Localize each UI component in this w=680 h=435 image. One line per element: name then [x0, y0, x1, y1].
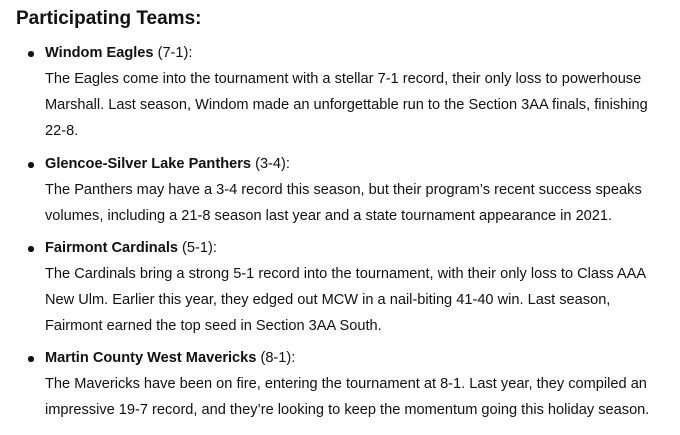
- team-description-line: The Eagles come into the tournament with a stellar 7-1 record, their only loss to powerhouse: [45, 71, 642, 87]
- team-name: Martin County West Mavericks: [45, 350, 257, 366]
- team-record: (8-1):: [256, 350, 296, 366]
- team-description-line: The Panthers may have a 3-4 record this season, but their program’s recent success speaks: [45, 182, 642, 198]
- team-description-line: The Cardinals bring a strong 5-1 record into the tournament, with their only loss to Class AAA: [45, 266, 647, 282]
- bullet-icon: [28, 51, 34, 57]
- bullet-icon: [28, 246, 34, 252]
- bullet-icon: [28, 162, 34, 168]
- team-name: Fairmont Cardinals: [45, 240, 178, 256]
- team-title: [45, 43, 192, 64]
- bullet-icon: [28, 356, 34, 362]
- team-name: Windom Eagles: [45, 45, 154, 61]
- team-record: (5-1):: [178, 240, 217, 256]
- team-description-line: volumes, including a 21-8 season last year and a state tournament appearance in 2021.: [45, 208, 613, 224]
- team-record: (3-4):: [251, 156, 290, 172]
- team-record: (7-1):: [153, 45, 193, 61]
- team-description-line: Fairmont earned the top seed in Section 3AA South.: [45, 318, 382, 334]
- section-heading: Participating Teams:: [16, 8, 202, 29]
- team-description-line: Marshall. Last season, Windom made an unforgettable run to the Section 3AA finals, finishing: [45, 97, 648, 113]
- team-description-line: New Ulm. Earlier this year, they edged out MCW in a nail-biting 41-40 win. Last season,: [45, 292, 611, 308]
- team-description-line: The Mavericks have been on fire, entering the tournament at 8-1. Last year, they compiled an: [45, 376, 647, 392]
- team-title: [45, 154, 290, 175]
- team-title: [45, 238, 217, 259]
- team-description-line: 22-8.: [45, 123, 79, 139]
- team-description-line: impressive 19-7 record, and they’re looking to keep the momentum going this holiday season.: [45, 402, 650, 418]
- team-name: Glencoe-Silver Lake Panthers: [45, 156, 252, 172]
- team-title: [45, 348, 295, 369]
